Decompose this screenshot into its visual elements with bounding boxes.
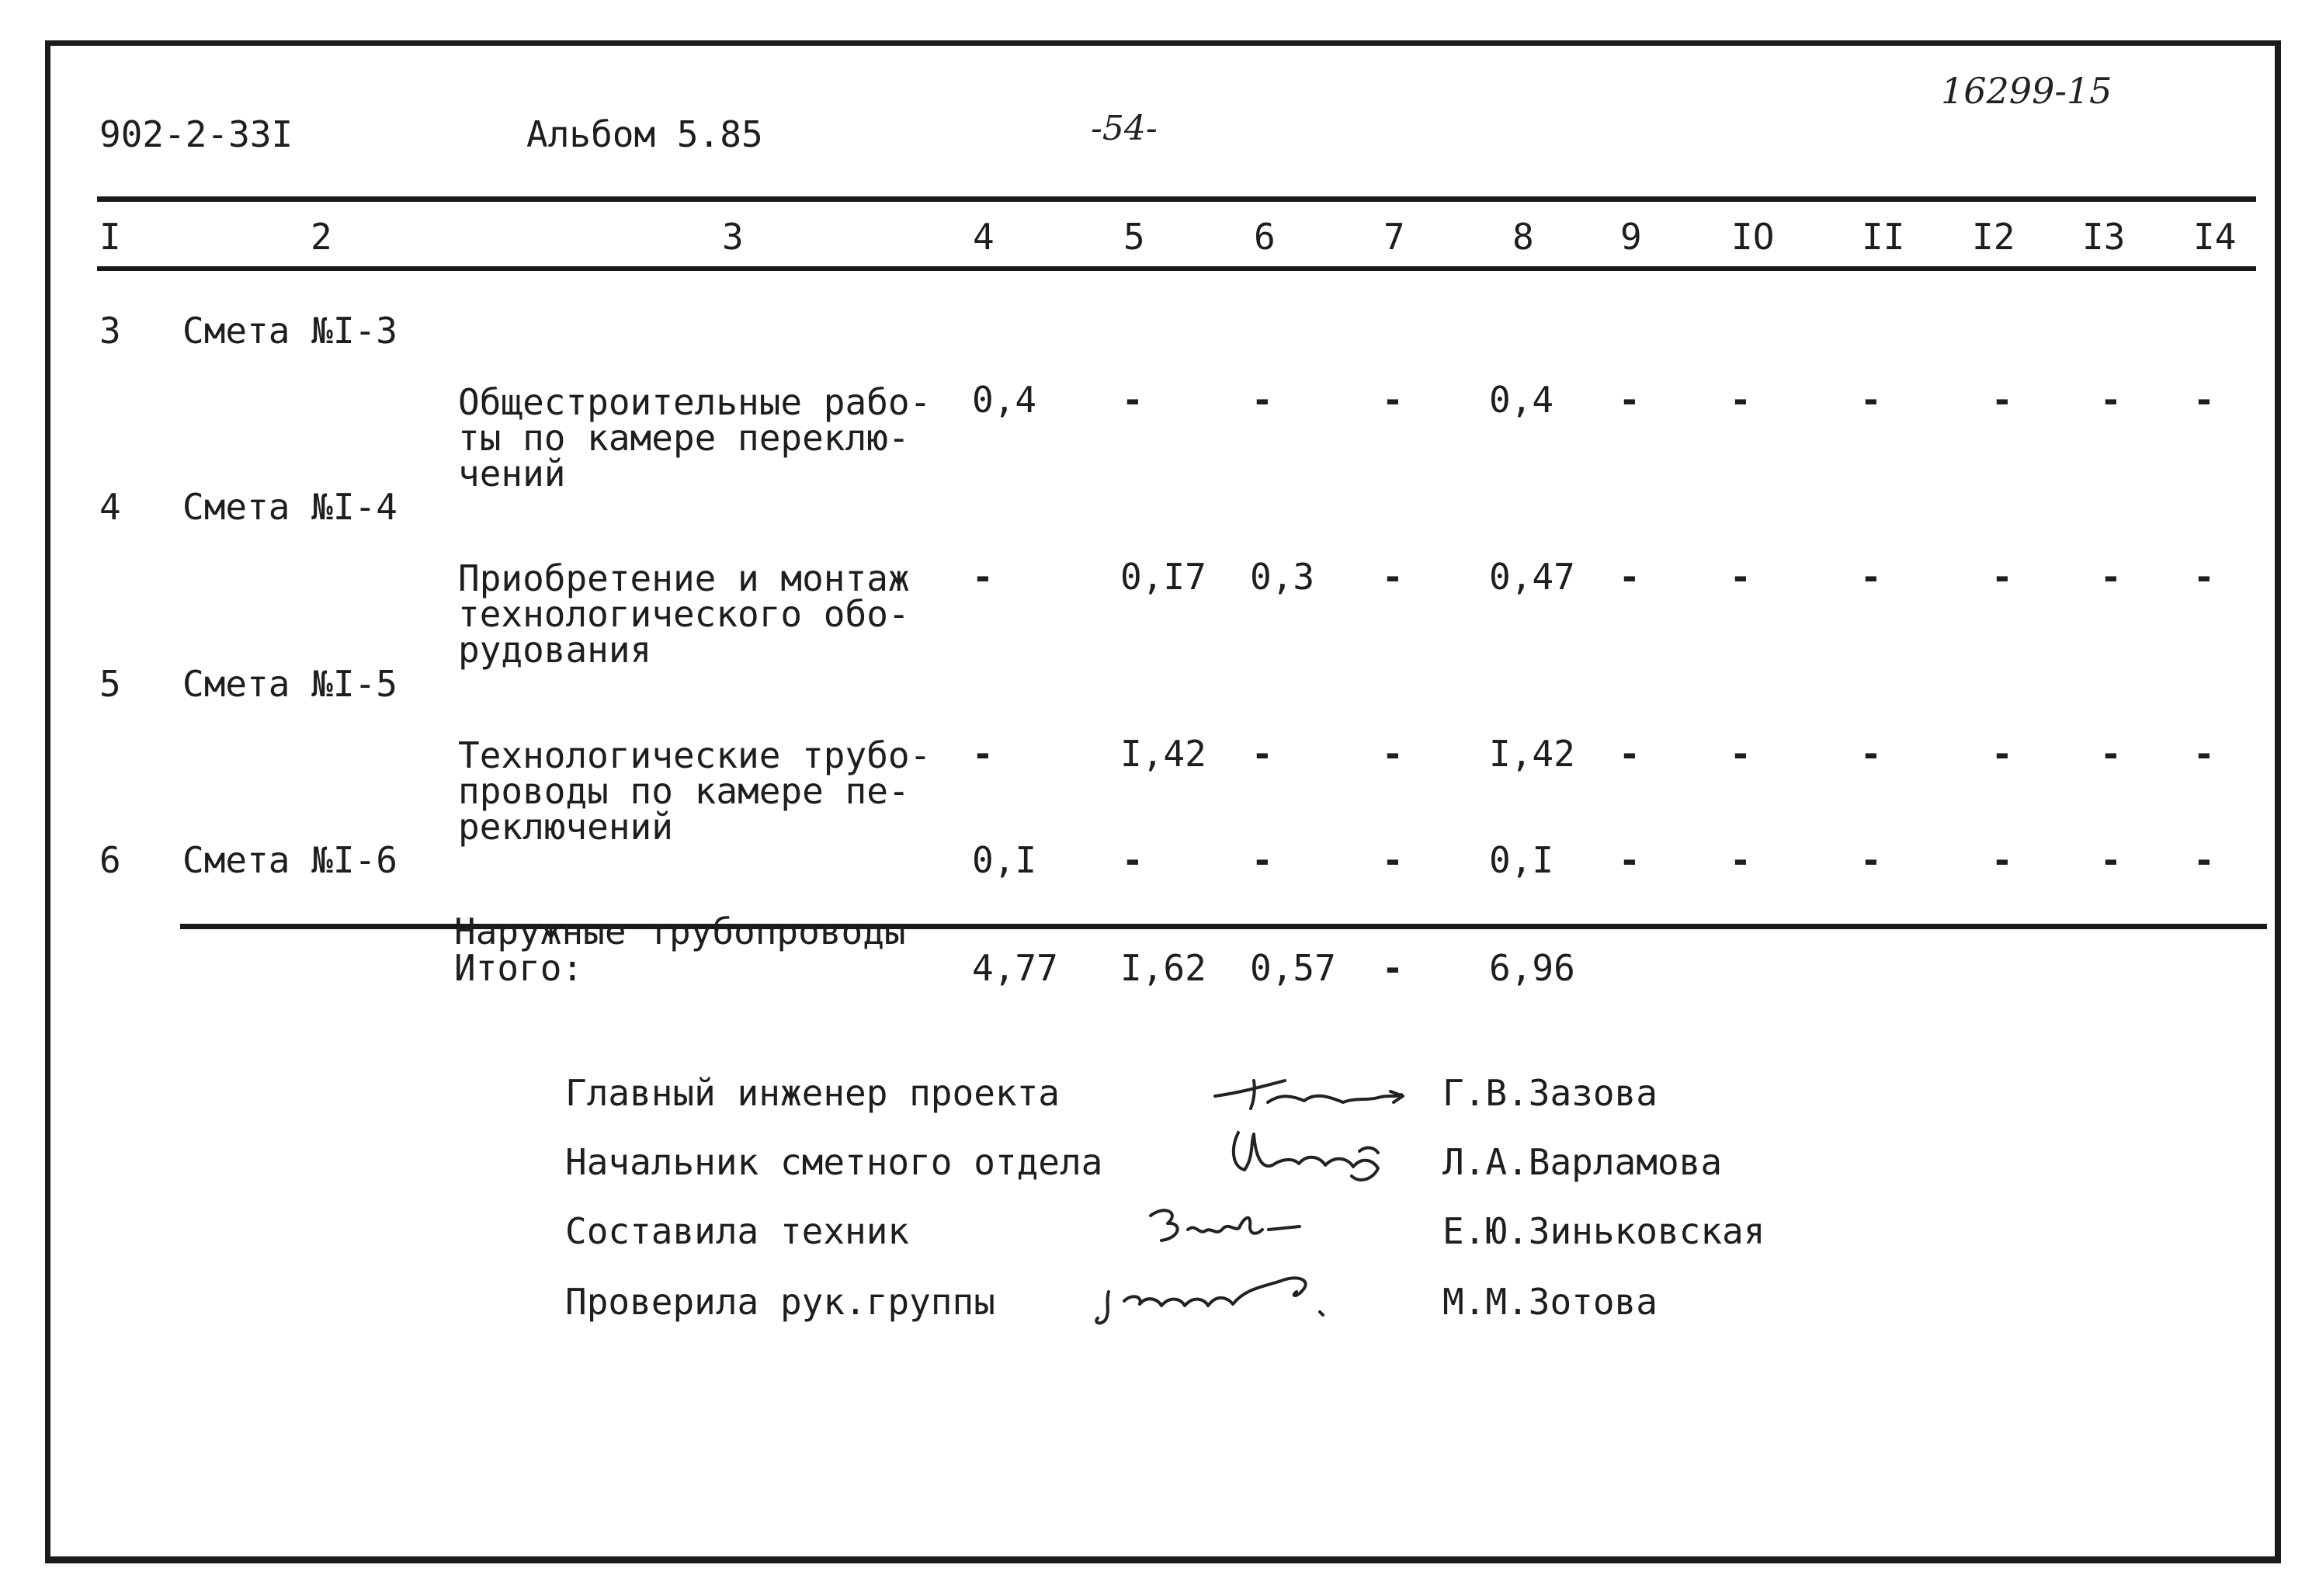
col-header-10: IO — [1731, 216, 1775, 258]
col-header-14: I4 — [2193, 216, 2237, 258]
cell-col4: 0,I — [972, 839, 1037, 881]
signature-scribble-3 — [1141, 1195, 1312, 1258]
cell-col7: - — [1382, 839, 1404, 881]
page-number: -54- — [1091, 109, 1158, 148]
cell-col9: - — [1619, 839, 1640, 881]
cell-col10: - — [1730, 733, 1751, 775]
cell-col14: - — [2193, 556, 2215, 598]
signature-name: Е.Ю.Зиньковская — [1442, 1210, 1765, 1252]
cell-col14: - — [2193, 733, 2215, 775]
col-header-2: 2 — [311, 216, 332, 258]
estimate-label: Смета №I-5 — [182, 663, 397, 705]
cell-col5: 0,I7 — [1120, 556, 1206, 598]
cell-col13: - — [2100, 733, 2122, 775]
col-header-8: 8 — [1512, 216, 1534, 258]
total-col5: I,62 — [1120, 947, 1206, 989]
col-header-12: I2 — [1972, 216, 2015, 258]
signature-scribble-1 — [1207, 1063, 1409, 1118]
cell-col4: - — [972, 733, 994, 775]
cell-col4: 0,4 — [972, 379, 1037, 421]
cell-col11: - — [1860, 839, 1882, 881]
col-header-1: I — [99, 216, 121, 258]
cell-col7: - — [1382, 379, 1404, 421]
col-header-11: II — [1862, 216, 1905, 258]
cell-col10: - — [1730, 839, 1751, 881]
cell-col6: 0,3 — [1250, 556, 1315, 598]
row-description: Общестроительные рабо- ты по камере переклю- чений — [458, 381, 932, 494]
row-description: Технологические трубо- проводы по камере пе- реключений — [458, 734, 932, 848]
row-number: 6 — [99, 839, 121, 881]
row-number: 4 — [99, 486, 121, 528]
header-top-rule — [97, 196, 2256, 202]
col-header-7: 7 — [1383, 216, 1405, 258]
col-header-4: 4 — [973, 216, 995, 258]
total-col6: 0,57 — [1250, 947, 1336, 989]
row-description: Приобретение и монтаж технологического обо- рудования — [458, 557, 910, 671]
signature-role: Начальник сметного отдела — [565, 1141, 1103, 1183]
signature-scribble-4 — [1087, 1258, 1366, 1335]
cell-col8: 0,4 — [1489, 379, 1554, 421]
totals-label: Итого: — [454, 947, 584, 989]
signature-name: М.М.Зотова — [1442, 1281, 1658, 1323]
total-col8: 6,96 — [1489, 947, 1575, 989]
cell-col12: - — [1991, 733, 2013, 775]
cell-col12: - — [1991, 379, 2013, 421]
signature-name: Г.В.Зазова — [1442, 1072, 1658, 1114]
estimate-label: Смета №I-6 — [182, 839, 397, 881]
cell-col13: - — [2100, 839, 2122, 881]
cell-col6: - — [1251, 839, 1273, 881]
total-col4: 4,77 — [972, 947, 1058, 989]
cell-col6: - — [1251, 733, 1273, 775]
cell-col13: - — [2100, 379, 2122, 421]
archive-number: 16299-15 — [1941, 70, 2112, 112]
row-number: 5 — [99, 663, 121, 705]
cell-col5: - — [1122, 839, 1144, 881]
signature-scribble-2 — [1207, 1122, 1409, 1192]
cell-col7: - — [1382, 556, 1404, 598]
cell-col9: - — [1619, 379, 1640, 421]
signature-role: Проверила рук.группы — [565, 1281, 995, 1323]
cell-col11: - — [1860, 556, 1882, 598]
cell-col9: - — [1619, 556, 1640, 598]
cell-col14: - — [2193, 379, 2215, 421]
cell-col5: I,42 — [1120, 733, 1206, 775]
cell-col9: - — [1619, 733, 1640, 775]
cell-col8: I,42 — [1489, 733, 1575, 775]
col-header-3: 3 — [722, 216, 744, 258]
cell-col14: - — [2193, 839, 2215, 881]
row-number: 3 — [99, 310, 121, 352]
signature-role: Главный инженер проекта — [565, 1072, 1060, 1114]
cell-col13: - — [2100, 556, 2122, 598]
cell-col10: - — [1730, 556, 1751, 598]
total-col7: - — [1382, 947, 1404, 989]
cell-col12: - — [1991, 839, 2013, 881]
row-description: Наружные трубопроводы — [454, 911, 906, 952]
col-header-13: I3 — [2082, 216, 2126, 258]
header-bottom-rule — [97, 266, 2256, 271]
cell-col8: 0,I — [1489, 839, 1554, 881]
project-code: 902-2-33I — [99, 113, 293, 155]
cell-col5: - — [1122, 379, 1144, 421]
cell-col11: - — [1860, 379, 1882, 421]
col-header-9: 9 — [1620, 216, 1642, 258]
cell-col11: - — [1860, 733, 1882, 775]
cell-col8: 0,47 — [1489, 556, 1575, 598]
signature-name: Л.А.Варламова — [1442, 1141, 1723, 1183]
cell-col6: - — [1251, 379, 1273, 421]
cell-col12: - — [1991, 556, 2013, 598]
cell-col7: - — [1382, 733, 1404, 775]
signature-role: Составила техник — [565, 1210, 910, 1252]
col-header-5: 5 — [1123, 216, 1145, 258]
cell-col10: - — [1730, 379, 1751, 421]
estimate-label: Смета №I-3 — [182, 310, 397, 352]
cell-col4: - — [972, 556, 994, 598]
estimate-label: Смета №I-4 — [182, 486, 397, 528]
album-label: Альбом 5.85 — [526, 113, 763, 155]
col-header-6: 6 — [1254, 216, 1276, 258]
